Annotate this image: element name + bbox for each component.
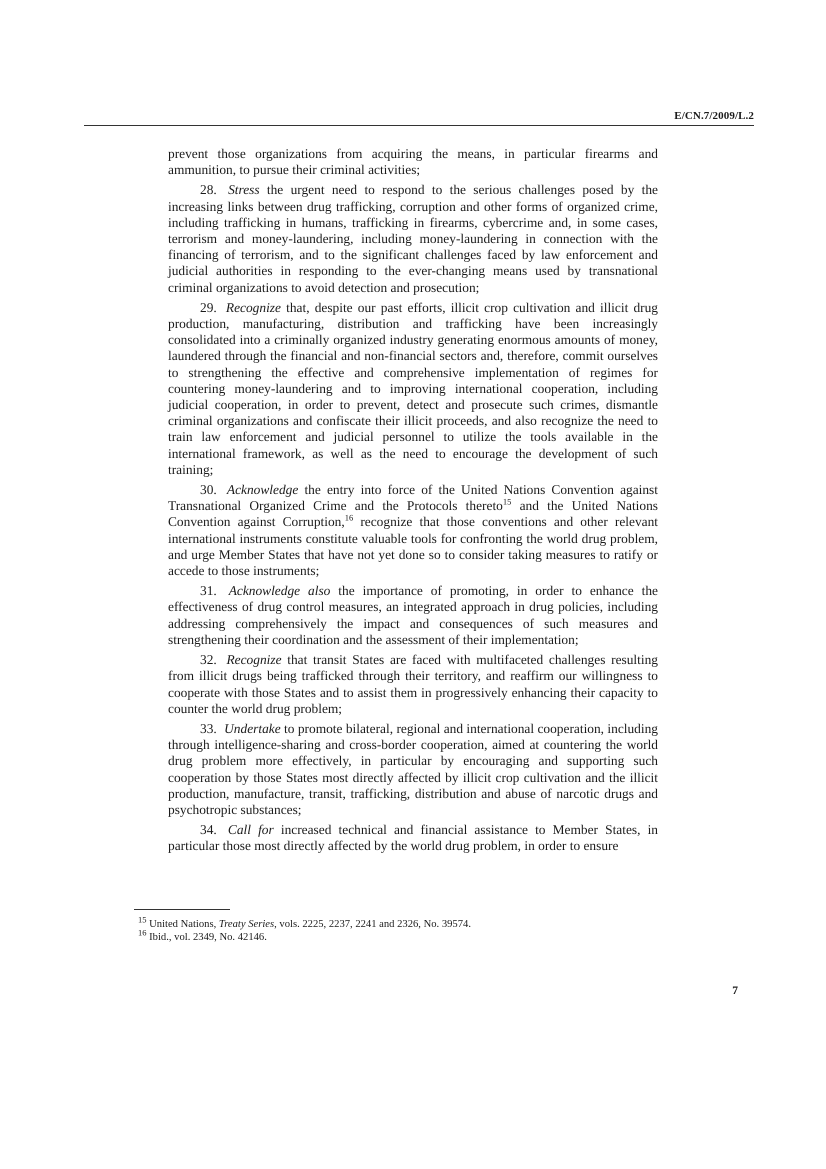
operative-verb: Acknowledge also	[228, 583, 331, 599]
paragraph-30	[168, 482, 658, 579]
footnote-ref-15: 15	[502, 496, 512, 507]
paragraph-number: 30.	[200, 482, 217, 498]
paragraph-number: 28.	[200, 182, 217, 198]
footnote-text: United Nations,	[146, 919, 219, 930]
paragraph-32	[168, 652, 658, 717]
paragraph-31	[168, 583, 658, 648]
paragraph-number: 31.	[200, 583, 217, 599]
footnotes	[138, 914, 678, 944]
operative-verb: Recognize	[226, 652, 282, 668]
paragraph-text: recognize that those conventions and other relevant international instruments constitute valuable tools for confronting the world drug problem, and urge Member States that have not yet done so to consider taking measures to ratify or accede to those instruments;	[168, 514, 658, 579]
paragraph-text: to promote bilateral, regional and international cooperation, including through intelligence-sharing and cross-border cooperation, aimed at countering the world drug problem more effectively, in particular by encouraging and supporting such cooperation by those States most directly affected by illicit crop cultivation and the illicit production, manufacture, transit, trafficking, distribution and abuse of narcotic drugs and psychotropic substances;	[168, 720, 658, 817]
paragraph-33	[168, 721, 658, 818]
paragraph-text: that transit States are faced with multifaceted challenges resulting from illicit drugs being trafficked through their territory, and reaffirm our willingness to cooperate with those States and to assist them in progressively enhancing their capacity to counter the world drug problem;	[168, 652, 658, 716]
paragraph-text: the importance of promoting, in order to enhance the effectiveness of drug control measures, an integrated approach in drug policies, including addressing comprehensively the impact and consequences of such measures and strengthening their coordination and the assessment of their implementation;	[168, 583, 658, 647]
paragraph-text: the urgent need to respond to the serious challenges posed by the increasing links between drug trafficking, corruption and other forms of organized crime, including trafficking in humans, trafficking in firearms, cybercrime and, in some cases, terrorism and money-laundering, including money-laundering in connection with the financing of terrorism, and to the significant challenges faced by law enforcement and judicial authorities in responding to the ever-changing means used by transnational criminal organizations to avoid detection and prosecution;	[168, 182, 658, 295]
operative-verb: Acknowledge	[226, 482, 299, 498]
footnote-number: 15	[138, 914, 147, 925]
footnote-ref-16: 16	[344, 513, 354, 523]
paragraph-text: that, despite our past efforts, illicit crop cultivation and illicit drug production, manufacturing, distribution and trafficking have been increasingly consolidated into a criminally organized industry generating enormous amounts of money, laundered through the financial and non-financial sectors and, therefore, commit ourselves to strengthening the effective and comprehensive implementation of regimes for countering money-laundering and to improving international cooperation, including judicial cooperation, in order to prevent, detect and prosecute such crimes, dismantle criminal organizations and confiscate their illicit proceeds, and also recognize the need to train law enforcement and judicial personnel to utilize the tools available in the international framework, as well as the need to encourage the development of such training;	[168, 299, 658, 477]
paragraph-number: 34.	[200, 822, 217, 838]
paragraph-number: 29.	[200, 299, 217, 315]
footnote-number: 16	[138, 927, 147, 938]
doc-symbol: E/CN.7/2009/L.2	[674, 110, 754, 122]
paragraph-28	[168, 182, 658, 295]
paragraph-continuation: prevent those organizations from acquiring the means, in particular firearms and ammunition, to pursue their criminal activities;	[168, 146, 658, 178]
page-number: 7	[732, 985, 738, 997]
footnote-16	[138, 927, 678, 944]
paragraph-text: the entry into force of the United Nations Convention against Transnational Organized Crime and the Protocols thereto	[168, 482, 658, 514]
paragraph-text: increased technical and financial assistance to Member States, in particular those most directly affected by the world drug problem, in order to ensure	[168, 822, 658, 854]
paragraph-34	[168, 822, 658, 854]
footnote-text: Ibid., vol. 2349, No. 42146.	[146, 932, 267, 943]
operative-verb: Undertake	[224, 720, 281, 736]
paragraph-number: 33.	[200, 720, 217, 736]
footnote-15	[138, 914, 678, 931]
header-rule	[84, 125, 754, 126]
paragraph-29	[168, 300, 658, 478]
operative-verb: Call for	[227, 822, 274, 838]
footnote-text: , vols. 2225, 2237, 2241 and 2326, No. 39574.	[274, 919, 471, 930]
operative-verb: Stress	[228, 182, 260, 198]
paragraph-text: and the United Nations Convention against Corruption,	[168, 498, 658, 530]
footnote-rule	[134, 909, 230, 910]
document-body	[168, 146, 658, 859]
operative-verb: Recognize	[225, 299, 281, 315]
footnote-italic-title: Treaty Series	[218, 919, 275, 930]
paragraph-number: 32.	[200, 652, 217, 668]
